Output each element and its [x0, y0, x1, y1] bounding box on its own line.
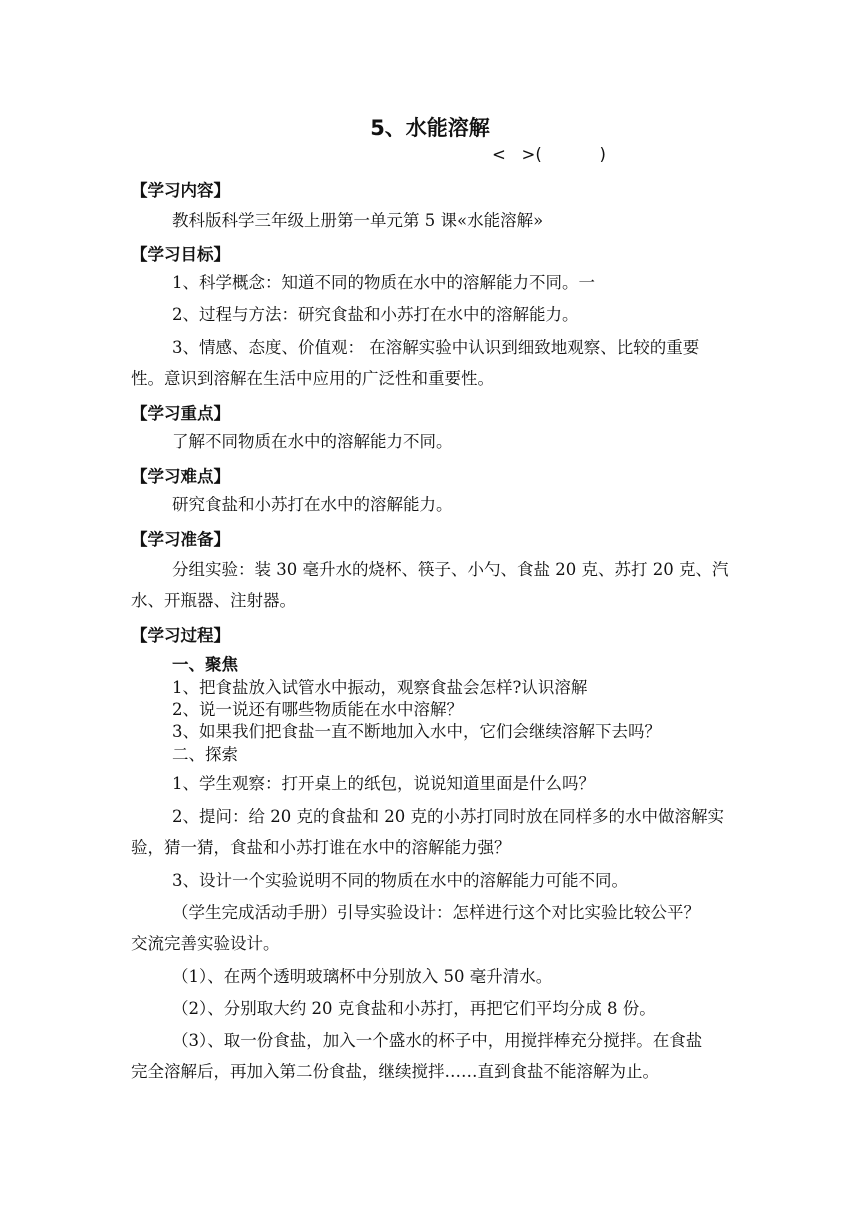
step-3-line-2: 完全溶解后，再加入第二份食盐，继续搅拌……直到食盐不能溶解为止。 — [131, 1062, 659, 1081]
learning-content-text: 教科版科学三年级上册第一单元第 5 课«水能溶解» — [172, 211, 544, 230]
heading-key-point: 【学习重点】 — [131, 404, 230, 423]
design-line-2: 交流完善实验设计。 — [131, 934, 280, 953]
explore-heading: 二、探索 — [172, 745, 238, 764]
goal-2: 2、过程与方法：研究食盐和小苏打在水中的溶解能力。 — [172, 305, 579, 324]
focus-item-3: 3、如果我们把食盐一直不断地加入水中，它们会继续溶解下去吗？ — [172, 722, 661, 741]
goal-3-line-2: 性。意识到溶解在生活中应用的广泛性和重要性。 — [131, 369, 494, 388]
preparation-line-1: 分组实验：装 30 毫升水的烧杯、筷子、小勺、食盐 20 克、苏打 20 克、汽 — [172, 560, 729, 579]
heading-difficulty: 【学习难点】 — [131, 467, 230, 486]
preparation-line-2: 水、开瓶器、注射器。 — [131, 591, 296, 610]
explore-item-2-line-2: 验，猜一猜，食盐和小苏打谁在水中的溶解能力强？ — [131, 838, 511, 857]
step-2: （2）、分别取大约 20 克食盐和小苏打，再把它们平均分成 8 份。 — [172, 999, 656, 1018]
difficulty-text: 研究食盐和小苏打在水中的溶解能力。 — [172, 495, 453, 514]
focus-item-1: 1、把食盐放入试管水中振动，观察食盐会怎样?认识溶解 — [172, 678, 588, 697]
document-title: 5、水能溶解 — [370, 116, 490, 140]
heading-learning-process: 【学习过程】 — [131, 626, 230, 645]
explore-item-3: 3、设计一个实验说明不同的物质在水中的溶解能力可能不同。 — [172, 871, 628, 890]
goal-1: 1、科学概念：知道不同的物质在水中的溶解能力不同。一 — [172, 273, 595, 292]
focus-heading: 一、聚焦 — [172, 655, 238, 674]
step-1: （1）、在两个透明玻璃杯中分别放入 50 毫升清水。 — [172, 967, 553, 986]
heading-learning-content: 【学习内容】 — [131, 181, 230, 200]
step-3-line-1: （3）、取一份食盐，加入一个盛水的杯子中，用搅拌棒充分搅拌。在食盐 — [172, 1031, 703, 1050]
heading-preparation: 【学习准备】 — [131, 530, 230, 549]
heading-learning-goals: 【学习目标】 — [131, 245, 230, 264]
key-point-text: 了解不同物质在水中的溶解能力不同。 — [172, 432, 453, 451]
explore-item-1: 1、学生观察：打开桌上的纸包，说说知道里面是什么吗？ — [172, 774, 595, 793]
focus-item-2: 2、说一说还有哪些物质能在水中溶解？ — [172, 700, 463, 719]
goal-3-line-1: 3、情感、态度、价值观： 在溶解实验中认识到细致地观察、比较的重要 — [172, 338, 700, 357]
explore-item-2-line-1: 2、提问：给 20 克的食盐和 20 克的小苏打同时放在同样多的水中做溶解实 — [172, 807, 724, 826]
design-line-1: （学生完成活动手册）引导实验设计：怎样进行这个对比实验比较公平？ — [172, 903, 700, 922]
lesson-meta-blank: < >( ) — [492, 145, 606, 164]
